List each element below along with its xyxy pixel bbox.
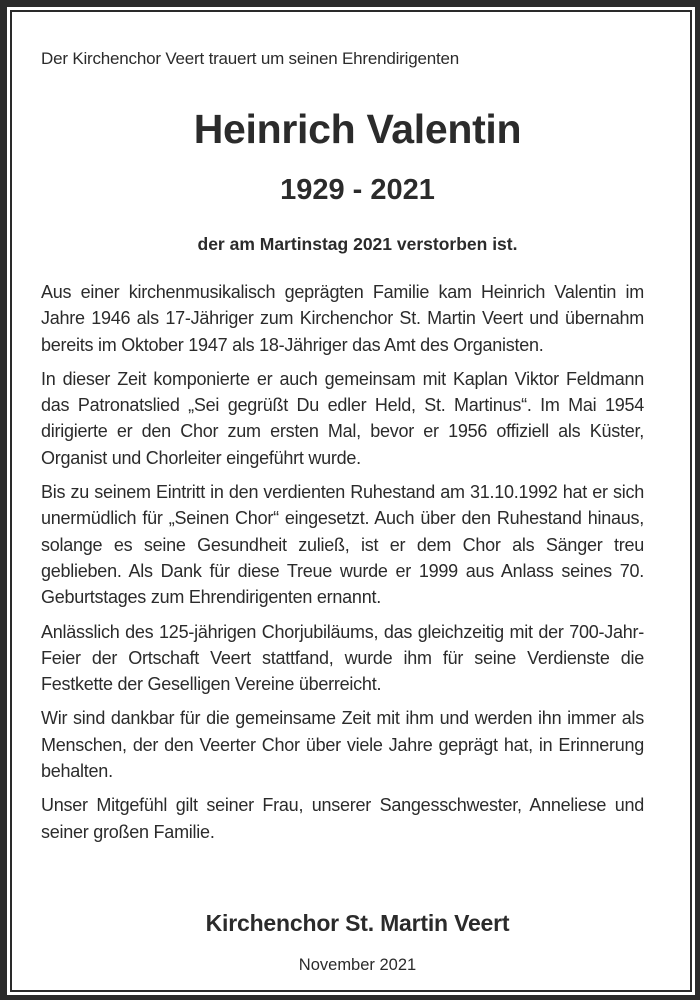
obituary-notice [10, 10, 692, 992]
signature: Kirchenchor St. Martin Veert [205, 910, 510, 936]
notice-date: November 2021 [298, 956, 417, 974]
outer-frame [7, 7, 695, 995]
paragraph: Bis zu seinem Eintritt in den verdienten Ruhestand am 31.10.1992 hat er sich unermüdlich für „Seinen Chor“ eingesetzt. Auch über den Ruhestand hinaus, solange es seine Gesundheit zuließ, ist er dem Chor als Sänger treu geblieben. Als Dank für diese Treue wurde er 1999 aus Anlass seines 70. Geburtstages zum Ehrendirigenten ernannt. [41, 482, 644, 608]
deceased-name: Heinrich Valentin [193, 106, 522, 152]
paragraph: Wir sind dankbar für die gemeinsame Zeit mit ihm und werden ihn immer als Menschen, der den Veerter Chor über viele Jahre geprägt hat, in Erinnerung behalten. [41, 708, 644, 782]
obituary-body [41, 279, 644, 853]
paragraph: Anlässlich des 125-jährigen Chorjubiläums, das gleichzeitig mit der 700-Jahr-Feier der Ortschaft Veert stattfand, wurde ihm für seine Verdienste die Festkette der Geselligen Vereine überreicht. [41, 621, 644, 695]
death-note: der am Martinstag 2021 verstorben ist. [197, 234, 518, 254]
intro-line: Der Kirchenchor Veert trauert um seinen Ehrendirigenten [41, 49, 460, 68]
paragraph: Unser Mitgefühl gilt seiner Frau, unserer Sangesschwester, Anneliese und seiner großen Familie. [41, 795, 644, 842]
paragraph: In dieser Zeit komponierte er auch gemeinsam mit Kaplan Viktor Feldmann das Patronatslied „Sei gegrüßt Du edler Held, St. Martinus“. Im Mai 1954 dirigierte er den Chor zum ersten Mal, bevor er 1956 offiziell als Küster, Organist und Chorleiter eingeführt wurde. [41, 368, 644, 468]
paragraph: Aus einer kirchenmusikalisch geprägten Familie kam Heinrich Valentin im Jahre 1946 als 17-Jähriger zum Kirchenchor St. Martin Veert und übernahm bereits im Oktober 1947 als 18-Jähriger das Amt des Organisten. [41, 282, 644, 355]
life-years: 1929 - 2021 [280, 174, 435, 206]
